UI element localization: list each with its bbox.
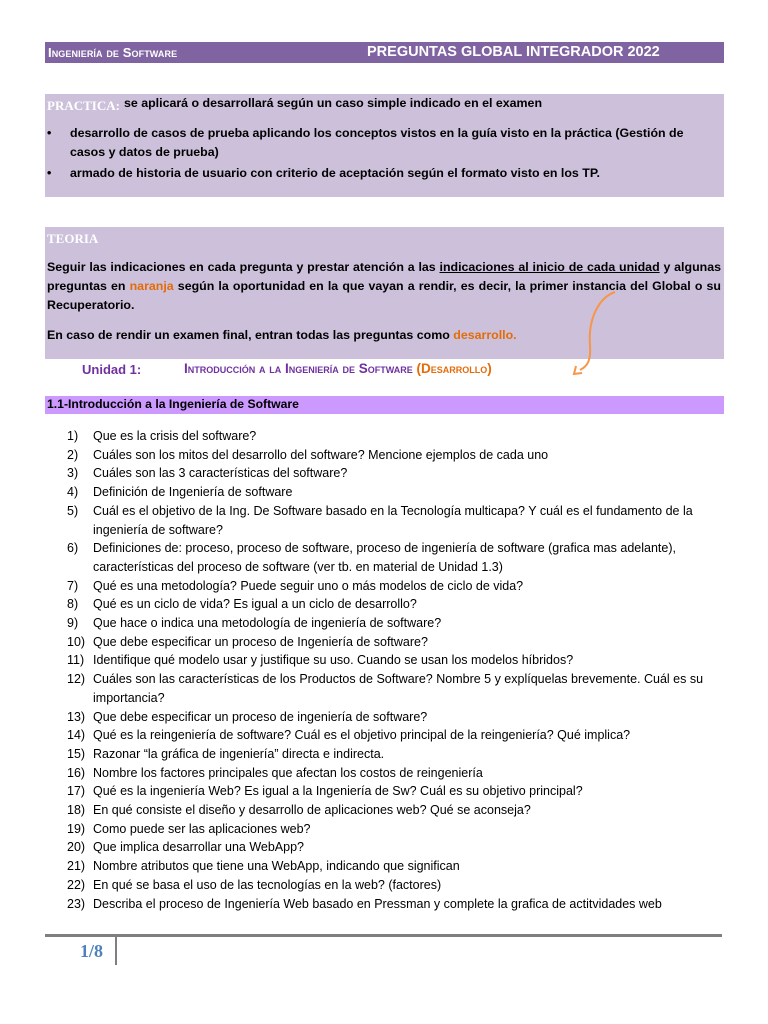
question-text: Qué es una metodología? Puede seguir uno o más modelos de ciclo de vida? (93, 578, 524, 593)
question-text: En qué consiste el diseño y desarrollo de aplicaciones web? Qué se aconseja? (93, 803, 531, 818)
question-text: Cuáles son los mitos del desarrollo del software? Mencione ejemplos de cada uno (93, 447, 549, 462)
header-title: PREGUNTAS GLOBAL INTEGRADOR 2022 (367, 44, 660, 60)
teoria-orange-text: desarrollo. (453, 328, 517, 342)
question-item (67, 483, 717, 502)
question-number: 16) (67, 765, 86, 780)
question-item (67, 427, 717, 446)
question-number: 6) (67, 541, 79, 556)
page-header (45, 42, 724, 63)
teoria-text: Seguir las indicaciones en cada pregunta y prestar atención a las (47, 260, 440, 274)
question-text: Que debe especificar un proceso de ingeniería de software? (93, 709, 428, 724)
question-number: 3) (67, 466, 79, 481)
teoria-paragraph-2 (47, 326, 517, 345)
unit-label: Unidad 1: (82, 362, 142, 377)
teoria-box (45, 227, 724, 359)
footer-separator (115, 937, 117, 965)
question-number: 10) (67, 634, 86, 649)
question-text: Que debe especificar un proceso de Ingeniería de software? (93, 634, 428, 649)
unit-mode-open: ( (416, 361, 422, 376)
question-number: 15) (67, 746, 86, 761)
question-number: 4) (67, 485, 79, 500)
question-text: Nombre atributos que tiene una WebApp, indicando que significan (93, 859, 460, 874)
question-number: 20) (67, 840, 86, 855)
question-item (67, 670, 717, 707)
question-item (67, 595, 717, 614)
practica-intro: se aplicará o desarrollará según un caso simple indicado en el examen (124, 96, 543, 110)
question-number: 5) (67, 503, 79, 518)
question-number: 17) (67, 784, 86, 799)
question-item (67, 502, 717, 539)
question-text: Identifique qué modelo usar y justifique su uso. Cuando se usan los modelos híbridos? (93, 653, 574, 668)
question-text: Qué es la reingeniería de software? Cuál es el objetivo principal de la reingeniería? Qué implica? (93, 728, 631, 743)
bullet-icon: • (47, 126, 52, 140)
question-item (67, 782, 717, 801)
practica-bullet-list (45, 124, 724, 185)
question-item (67, 857, 717, 876)
practica-heading: PRACTICA: (47, 98, 120, 113)
page-number: 1/8 (80, 941, 104, 961)
question-item (67, 651, 717, 670)
question-item (67, 820, 717, 839)
question-text: Definiciones de: proceso, proceso de software, proceso de ingeniería de software (grafica mas adelante), características del proceso de software (ver tb. en material de Unidad 1.3) (93, 541, 676, 574)
bullet-text: armado de historia de usuario con criterio de aceptación según el formato visto en los TP. (70, 166, 600, 180)
question-number: 21) (67, 859, 86, 874)
list-item (45, 124, 724, 162)
question-number: 8) (67, 597, 79, 612)
question-text: En qué se basa el uso de las tecnologías en la web? (factores) (93, 877, 442, 892)
question-text: Que hace o indica una metodología de ingeniería de software? (93, 616, 442, 631)
question-text: Definición de Ingeniería de software (93, 485, 293, 500)
question-text: Describa el proceso de Ingeniería Web basado en Pressman y complete la grafica de actitvidades web (93, 896, 662, 911)
question-item (67, 838, 717, 857)
teoria-orange-text: naranja (129, 279, 174, 293)
teoria-text: En caso de rendir un examen final, entran todas las preguntas como (47, 328, 454, 342)
question-number: 23) (67, 896, 86, 911)
question-text: Cuáles son las 3 características del software? (93, 466, 348, 481)
unit-title-text: Introducción a la Ingeniería de Software (184, 361, 413, 376)
footer-divider (45, 934, 722, 937)
question-text: Como puede ser las aplicaciones web? (93, 821, 311, 836)
question-item (67, 876, 717, 895)
question-item (67, 614, 717, 633)
teoria-heading: TEORIA (47, 231, 99, 246)
unit-mode: Desarrollo (421, 361, 488, 376)
question-list (67, 427, 717, 913)
question-number: 13) (67, 709, 86, 724)
question-text: Razonar “la gráfica de ingeniería” directa e indirecta. (93, 746, 385, 761)
question-text: Que es la crisis del software? (93, 429, 257, 443)
question-text: Qué es un ciclo de vida? Es igual a un ciclo de desarrollo? (93, 597, 417, 612)
practica-box (45, 94, 724, 197)
question-item (67, 745, 717, 764)
question-item (67, 539, 717, 576)
question-number: 18) (67, 803, 86, 818)
question-item (67, 726, 717, 745)
question-item (67, 708, 717, 727)
question-text: Que implica desarrollar una WebApp? (93, 840, 304, 855)
question-text: Nombre los factores principales que afectan los costos de reingeniería (93, 765, 483, 780)
question-number: 1) (67, 429, 79, 443)
question-item (67, 577, 717, 596)
question-item (67, 895, 717, 914)
header-subject: Ingeniería de Software (48, 45, 178, 60)
question-text: Qué es la ingeniería Web? Es igual a la Ingeniería de Sw? Cuál es su objetivo principal? (93, 784, 583, 799)
question-number: 22) (67, 877, 86, 892)
question-number: 12) (67, 672, 86, 687)
question-text: Cuáles son las características de los Productos de Software? Nombre 5 y explíquelas brevemente. Cuál es su importancia? (93, 672, 704, 705)
question-number: 11) (67, 653, 85, 668)
question-number: 2) (67, 447, 79, 462)
bullet-icon: • (47, 166, 52, 180)
question-item (67, 633, 717, 652)
unit-title (184, 361, 492, 376)
question-number: 7) (67, 578, 79, 593)
question-number: 9) (67, 616, 79, 631)
question-item (67, 446, 717, 465)
list-item (45, 164, 724, 183)
question-item (67, 801, 717, 820)
question-text: Cuál es el objetivo de la Ing. De Software basado en la Tecnología multicapa? Y cuál es el fundamento de la ingeniería de software? (93, 503, 693, 537)
question-item (67, 764, 717, 783)
bullet-text: desarrollo de casos de prueba aplicando los conceptos vistos en la guía visto en la práctica (Gestión de casos y datos de prueba) (70, 126, 684, 159)
question-number: 14) (67, 728, 86, 743)
unit-mode-close: ) (487, 361, 492, 376)
teoria-underlined-text: indicaciones al inicio de cada unidad (439, 260, 660, 274)
section-heading-bar (45, 396, 724, 414)
teoria-text: según la oportunidad en la que vayan a rendir, es decir, la primer instancia del Global o su Recuperatorio. (47, 279, 721, 312)
question-number: 19) (67, 821, 86, 836)
curved-arrow-icon (560, 290, 620, 380)
question-item (67, 464, 717, 483)
section-title: 1.1-Introducción a la Ingeniería de Software (47, 397, 299, 411)
teoria-text: y algunas preguntas en (47, 260, 721, 293)
